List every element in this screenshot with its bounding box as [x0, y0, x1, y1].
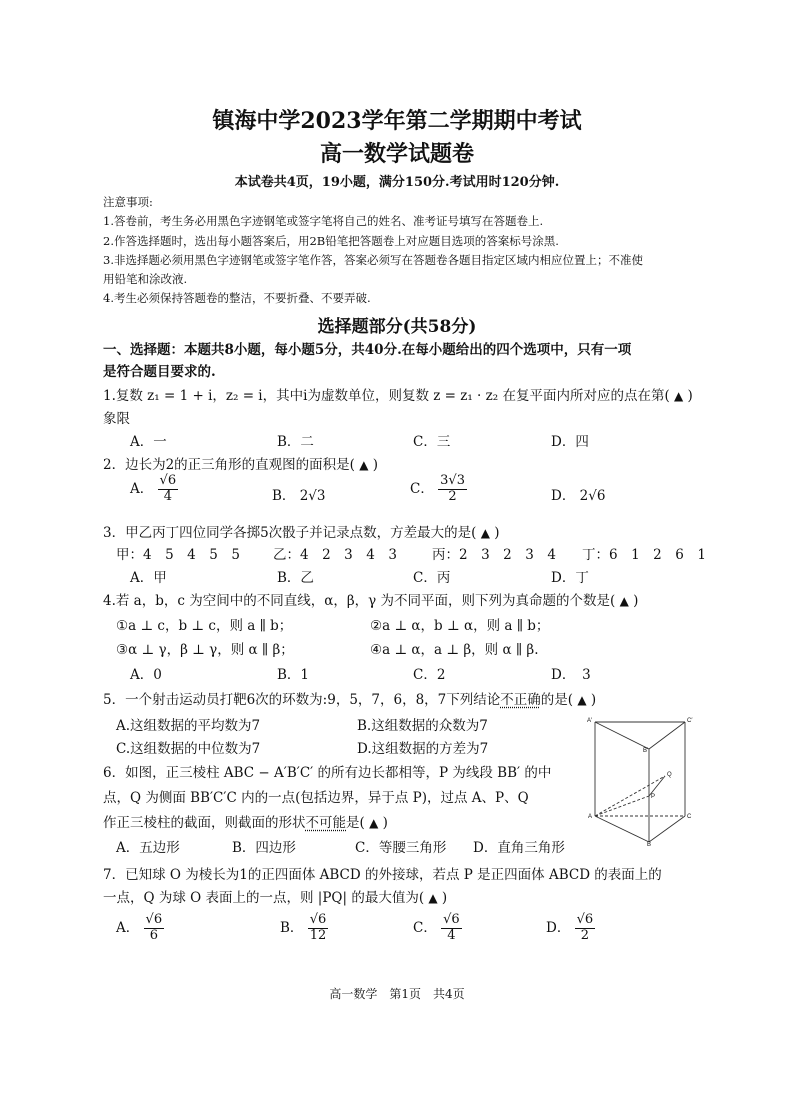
option-a: [116, 913, 164, 944]
vertex-label: P: [651, 794, 656, 800]
question-7-stem: 一点，Q 为球 O 表面上的一点，则 |PQ| 的最大值为(: [103, 890, 425, 906]
question-7-line1: 7．已知球 O 为棱长为1的正四面体 ABCD 的外接球，若点 P 是正四面体 ABCD 的表面上的: [103, 867, 662, 883]
numerator: √6: [576, 912, 594, 927]
option-d: D．直角三角形: [473, 840, 565, 856]
fraction: [158, 474, 179, 505]
question-5-stem-end: 的是(: [540, 692, 574, 708]
vertex-label: A′: [587, 718, 593, 724]
note-item: 1.答卷前，考生务必用黑色字迹钢笔或签字笔将自己的姓名、准考证号填写在答题卷上.: [103, 214, 544, 228]
answer-blank-mark: ▲: [369, 816, 379, 830]
option-a: A．五边形: [116, 840, 180, 856]
emphasis: 不正确: [500, 692, 541, 708]
note-item: 用铅笔和涂改液.: [103, 272, 188, 286]
question-6-line2: 点，Q 为侧面 BB′C′C 内的一点(包括边界，异于点 P)，过点 A、P、Q: [103, 790, 529, 806]
option-d: D． 3: [551, 667, 591, 683]
exam-info: 本试卷共4页，19小题，满分150分.考试用时120分钟.: [234, 175, 560, 190]
option-b: [280, 913, 328, 944]
answer-blank-mark: ▲: [359, 458, 369, 472]
option-c: C．三: [413, 434, 451, 450]
note-item: 3.非选择题必须用黑色字迹钢笔或签字笔作答，答案必须写在答题卷各题目指定区域内相应位置上；不准使: [103, 253, 643, 267]
fraction: [441, 913, 462, 944]
question-6-line3: 作正三棱柱的截面，则截面的形状不可能是( ▲ ): [103, 815, 388, 831]
option-label: C．: [413, 919, 437, 936]
option-a: A．0: [130, 667, 162, 683]
option-label: D．: [551, 488, 576, 504]
answer-blank-mark: ▲: [577, 693, 587, 707]
page-footer: 高一数学 第1页 共4页: [329, 987, 465, 1001]
fraction: [438, 474, 467, 505]
exam-title: 镇海中学2023学年第二学期期中考试: [212, 108, 582, 134]
option-b: B．二: [277, 434, 314, 450]
question-5-stem: 5．一个射击运动员打靶6次的环数为:9，5，7，6，8，7下列结论: [103, 692, 501, 708]
option-b: B.这组数据的众数为7: [357, 718, 488, 734]
option-d: D．四: [551, 434, 589, 450]
answer-blank-mark: ▲: [674, 389, 684, 403]
denominator: 12: [309, 927, 327, 943]
vertex-label: C′: [687, 718, 693, 724]
denominator: 2: [580, 927, 590, 943]
vertex-label: B: [647, 842, 652, 846]
option-label: B．: [272, 488, 296, 504]
statement-2: ②a ⊥ α，b ⊥ α，则 a ∥ b；: [370, 618, 550, 634]
option-label: A．: [116, 919, 140, 936]
option-label: A．: [130, 480, 154, 497]
option-label: B．: [280, 919, 304, 936]
triangular-prism-figure: [585, 714, 705, 846]
option-d: [546, 913, 595, 944]
option-b: [272, 484, 326, 504]
option-value: 2√3: [299, 488, 326, 504]
fraction: [144, 913, 165, 944]
option-label: D．: [546, 919, 571, 936]
question-6-line1: 6．如图，正三棱柱 ABC − A′B′C′ 的所有边长都相等，P 为线段 BB′ 的中: [103, 765, 552, 781]
vertex-label: B′: [643, 748, 649, 754]
numerator: √6: [309, 912, 327, 927]
data-row: 甲：4 5 4 5 5: [116, 547, 240, 563]
denominator: 6: [149, 927, 158, 943]
option-c: C.这组数据的中位数为7: [116, 741, 261, 757]
statement-4: ④a ⊥ α，a ⊥ β，则 α ∥ β.: [370, 642, 539, 658]
question-6-stem-end: 是(: [346, 815, 365, 831]
section-intro: 是符合题目要求的.: [103, 364, 216, 380]
question-3-text: 3．甲乙丙丁四位同学各掷5次骰子并记录点数，方差最大的是( ▲ ): [103, 525, 500, 541]
question-1-text: 1.复数 z₁ = 1 + i，z₂ = i，其中i为虚数单位，则复数 z = z₁ · z₂ 在复平面内所对应的点在第( ▲ ): [103, 388, 693, 404]
question-7-line2: 一点，Q 为球 O 表面上的一点，则 |PQ| 的最大值为( ▲ ): [103, 890, 448, 906]
data-row: 乙：4 2 3 4 3: [273, 547, 397, 563]
option-a: A．一: [130, 434, 167, 450]
option-c: C．等腰三角形: [355, 840, 447, 856]
statement-1: ①a ⊥ c，b ⊥ c，则 a ∥ b；: [116, 618, 293, 634]
question-2-text: 2．边长为2的正三角形的直观图的面积是( ▲ ): [103, 457, 379, 473]
numerator: √6: [145, 912, 163, 927]
option-d: D.这组数据的方差为7: [357, 741, 489, 757]
option-b: B．1: [277, 667, 310, 683]
section-title: 选择题部分(共58分): [317, 317, 477, 337]
answer-blank-mark: ▲: [428, 891, 438, 905]
vertex-label: A: [588, 814, 593, 820]
option-c: [410, 474, 467, 505]
fraction: [575, 913, 596, 944]
question-4-text: 4.若 a，b，c 为空间中的不同直线，α，β，γ 为不同平面，则下列为真命题的个数是( ▲ ): [103, 593, 639, 609]
emphasis: 不可能: [305, 815, 346, 831]
option-c: C．2: [413, 667, 446, 683]
question-6-stem: 作正三棱柱的截面，则截面的形状: [103, 815, 306, 831]
fraction: [308, 913, 329, 944]
section-intro: 一、选择题：本题共8小题，每小题5分，共40分.在每小题给出的四个选项中，只有一项: [103, 342, 632, 358]
option-d: D．丁: [551, 570, 589, 586]
option-d: [551, 484, 605, 504]
note-item: 2.作答选择题时，选出每小题答案后，用2B铅笔把答题卷上对应题目选项的答案标号涂黑.: [103, 234, 559, 248]
denominator: 4: [447, 927, 456, 943]
notes-heading: 注意事项:: [103, 195, 153, 209]
denominator: 2: [448, 488, 457, 504]
answer-blank-mark: ▲: [619, 594, 629, 608]
question-5-text: 5．一个射击运动员打靶6次的环数为:9，5，7，6，8，7下列结论不正确的是( ▲ ): [103, 692, 597, 708]
data-row: 丁：6 1 2 6 1: [582, 547, 706, 563]
option-a: [130, 474, 178, 505]
answer-blank-mark: ▲: [480, 526, 490, 540]
option-c: C．丙: [413, 570, 451, 586]
option-b: B．乙: [277, 570, 314, 586]
question-2-stem: 2．边长为2的正三角形的直观图的面积是(: [103, 457, 355, 473]
option-c: [413, 913, 462, 944]
denominator: 4: [163, 488, 172, 504]
data-row: 丙：2 3 2 3 4: [432, 547, 556, 563]
option-a: A.这组数据的平均数为7: [116, 718, 261, 734]
question-1-line2: 象限: [103, 411, 130, 427]
numerator: 3√3: [440, 473, 465, 488]
vertex-label: Q: [667, 772, 672, 778]
option-a: A．甲: [130, 570, 167, 586]
numerator: √6: [443, 912, 460, 927]
option-label: C．: [410, 480, 434, 497]
option-b: B．四边形: [232, 840, 296, 856]
question-4-stem: 4.若 a，b，c 为空间中的不同直线，α，β，γ 为不同平面，则下列为真命题的个数是(: [103, 593, 616, 609]
statement-3: ③α ⊥ γ，β ⊥ γ，则 α ∥ β；: [116, 642, 294, 658]
question-1-line1: 1.复数 z₁ = 1 + i，z₂ = i，其中i为虚数单位，则复数 z = z₁ · z₂ 在复平面内所对应的点在第(: [103, 388, 670, 404]
numerator: √6: [159, 473, 177, 488]
exam-subtitle: 高一数学试题卷: [319, 141, 474, 167]
note-item: 4.考生必须保持答题卷的整洁，不要折叠、不要弄破.: [103, 291, 371, 305]
vertex-label: C: [687, 814, 692, 820]
option-value: 2√6: [579, 488, 606, 504]
question-3-stem: 3．甲乙丙丁四位同学各掷5次骰子并记录点数，方差最大的是(: [103, 525, 477, 541]
